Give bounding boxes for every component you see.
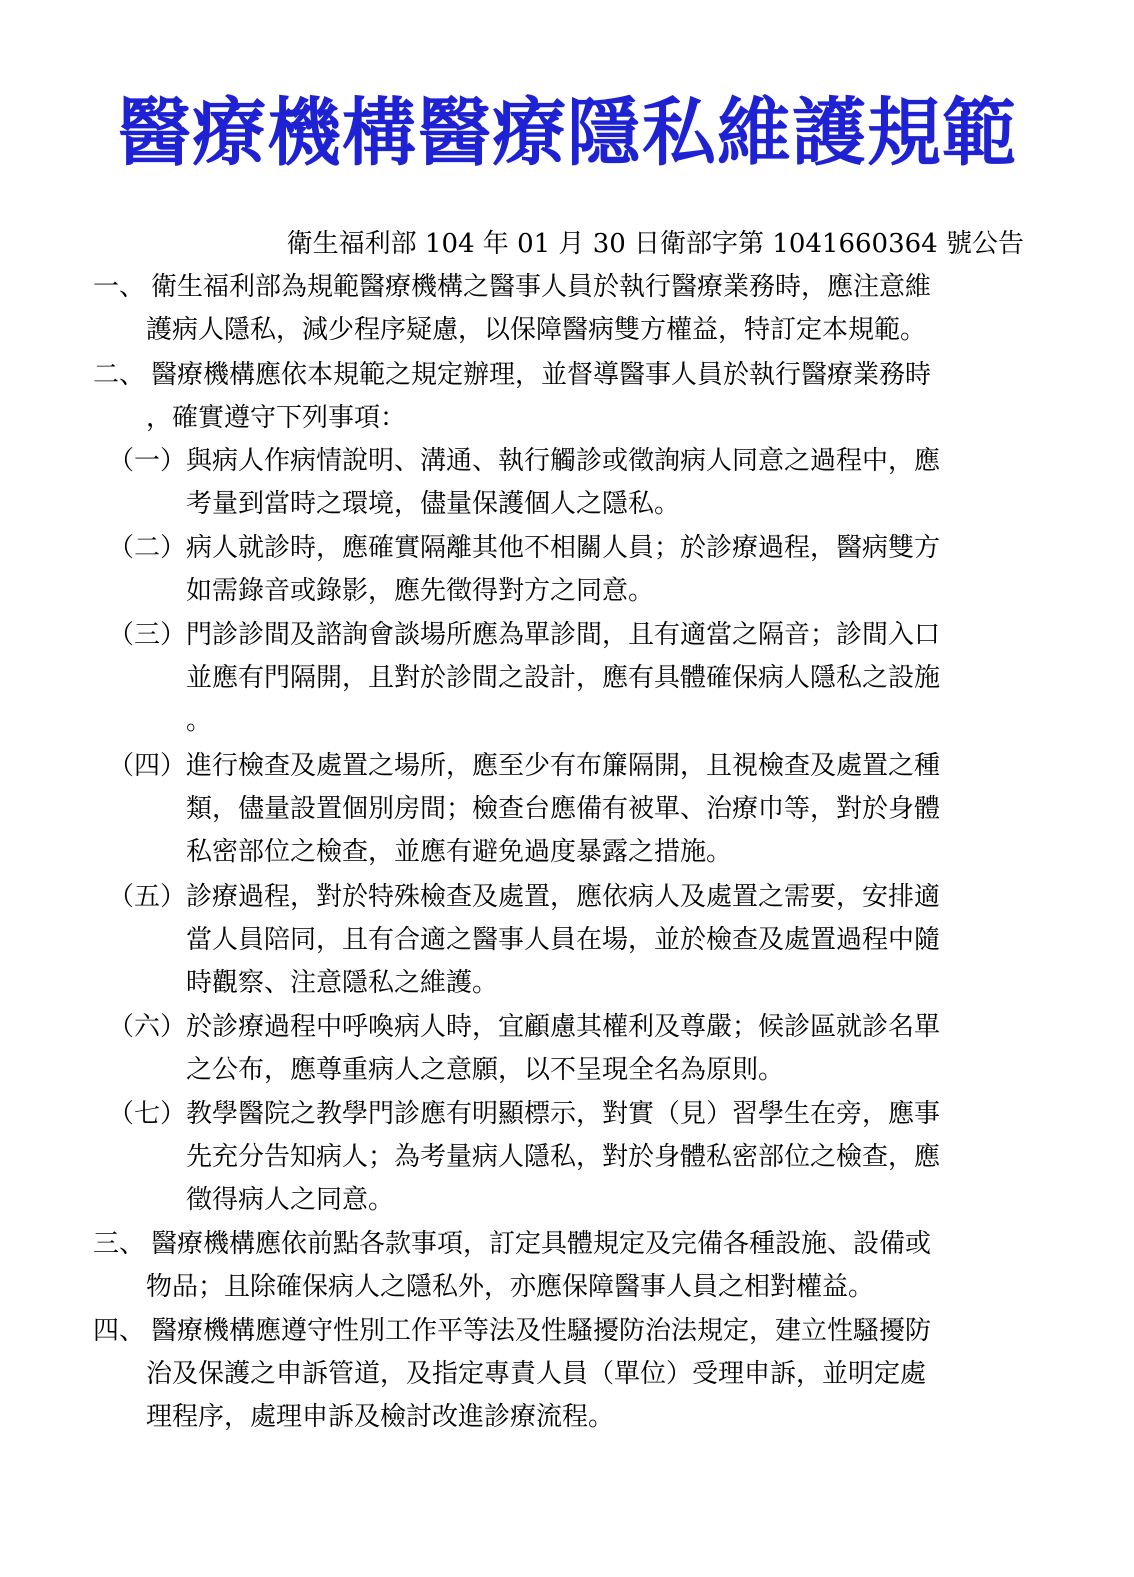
subitem-line xyxy=(108,745,1033,788)
subitem-text: 進行檢查及處置之場所，應至少有布簾隔開，且視檢查及處置之種 xyxy=(186,751,941,781)
subitem-line: 時觀察、注意隱私之維護。 xyxy=(186,968,499,998)
section-marker: 四、 xyxy=(93,1316,146,1346)
subitem-text: 病人就診時，應確實隔離其他不相關人員；於診療過程，醫病雙方 xyxy=(186,533,941,563)
section-line: ，確實遵守下列事項： xyxy=(146,403,407,433)
subitem-marker: （六） xyxy=(108,1012,187,1042)
subitem-marker: （三） xyxy=(108,620,187,650)
section-text: 醫療機構應依前點各款事項，訂定具體規定及完備各種設施、設備或 xyxy=(151,1229,932,1259)
subitem-1 xyxy=(108,440,1033,526)
subitem-6 xyxy=(108,1006,1033,1092)
subitem-marker: （二） xyxy=(108,533,187,563)
subitem-line xyxy=(108,1093,1033,1136)
section-3 xyxy=(93,1223,1033,1309)
section-marker: 一、 xyxy=(93,272,146,302)
subitem-line: 並應有門隔開，且對於診間之設計，應有具體確保病人隱私之設施 xyxy=(186,663,941,693)
subitem-marker: （一） xyxy=(108,446,187,476)
subitem-3 xyxy=(108,614,1033,743)
section-line xyxy=(93,1223,1033,1266)
subitem-marker: （七） xyxy=(108,1099,187,1129)
subitem-marker: （五） xyxy=(108,882,187,912)
section-line xyxy=(93,266,1033,309)
section-line: 物品；且除確保病人之隱私外，亦應保障醫事人員之相對權益。 xyxy=(146,1272,875,1302)
subitem-5 xyxy=(108,876,1033,1005)
subitem-line xyxy=(108,440,1033,483)
section-line: 理程序，處理申訴及檢討改進診療流程。 xyxy=(146,1402,615,1432)
section-line: 治及保護之申訴管道，及指定專責人員（單位）受理申訴，並明定處 xyxy=(146,1359,927,1389)
subitem-4 xyxy=(108,745,1033,874)
subitem-line: 徵得病人之同意。 xyxy=(186,1185,395,1215)
subitem-text: 門診診間及諮詢會談場所應為單診間，且有適當之隔音；診間入口 xyxy=(186,620,941,650)
subitem-line: 當人員陪同，且有合適之醫事人員在場，並於檢查及處置過程中隨 xyxy=(186,925,941,955)
subitem-line: 類，儘量設置個別房間；檢查台應備有被單、治療巾等，對於身體 xyxy=(186,794,941,824)
subitem-marker: （四） xyxy=(108,751,187,781)
subitem-text: 診療過程，對於特殊檢查及處置，應依病人及處置之需要，安排適 xyxy=(186,882,941,912)
subitem-text: 於診療過程中呼喚病人時，宜顧慮其權利及尊嚴；候診區就診名單 xyxy=(186,1012,941,1042)
section-line: 護病人隱私，減少程序疑慮，以保障醫病雙方權益，特訂定本規範。 xyxy=(146,315,927,345)
subitem-line: 私密部位之檢查，並應有避免過度暴露之措施。 xyxy=(186,837,733,867)
subitem-line xyxy=(108,1006,1033,1049)
subitem-text: 教學醫院之教學門診應有明顯標示，對實（見）習學生在旁，應事 xyxy=(186,1099,941,1129)
section-2 xyxy=(93,354,1033,440)
section-text: 醫療機構應依本規範之規定辦理，並督導醫事人員於執行醫療業務時 xyxy=(151,360,932,390)
subitem-line xyxy=(108,876,1033,919)
subitem-line: 之公布，應尊重病人之意願，以不呈現全名為原則。 xyxy=(186,1055,785,1085)
page-title: 醫療機構醫療隱私維護規範 xyxy=(117,90,1017,176)
subitem-line xyxy=(108,614,1033,657)
section-marker: 三、 xyxy=(93,1229,146,1259)
section-4 xyxy=(93,1310,1033,1439)
section-text: 醫療機構應遵守性別工作平等法及性騷擾防治法規定，建立性騷擾防 xyxy=(151,1316,932,1346)
section-line xyxy=(93,1310,1033,1353)
section-text: 衛生福利部為規範醫療機構之醫事人員於執行醫療業務時，應注意維 xyxy=(151,272,932,302)
subitem-line: 先充分告知病人；為考量病人隱私，對於身體私密部位之檢查，應 xyxy=(186,1142,941,1172)
subitem-line: 。 xyxy=(186,706,213,736)
announcement-line: 衛生福利部 104 年 01 月 30 日衛部字第 1041660364 號公告 xyxy=(286,229,1024,259)
subitem-7 xyxy=(108,1093,1033,1222)
section-1 xyxy=(93,266,1033,352)
subitem-line: 考量到當時之環境，儘量保護個人之隱私。 xyxy=(186,489,681,519)
section-line xyxy=(93,354,1033,397)
subitem-text: 與病人作病情說明、溝通、執行觸診或徵詢病人同意之過程中，應 xyxy=(186,446,941,476)
subitem-line xyxy=(108,527,1033,570)
section-marker: 二、 xyxy=(93,360,146,390)
subitem-2 xyxy=(108,527,1033,613)
subitem-line: 如需錄音或錄影，應先徵得對方之同意。 xyxy=(186,576,655,606)
